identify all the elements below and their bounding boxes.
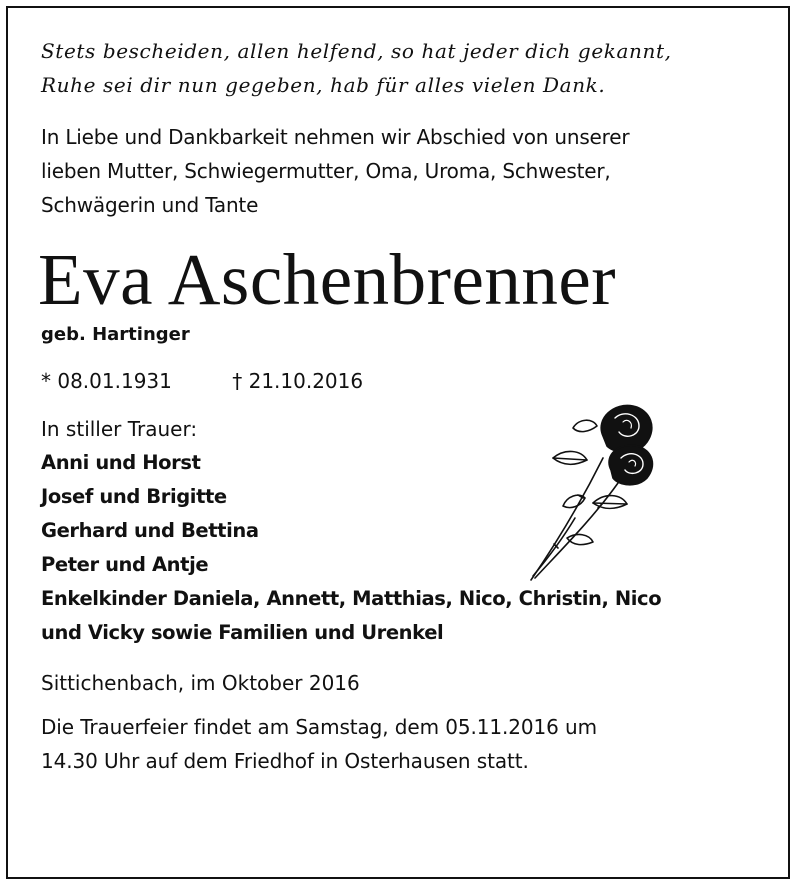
birth-date: * 08.01.1931 <box>41 369 172 393</box>
memorial-verse <box>41 34 768 102</box>
mourner-entry: Peter und Antje <box>41 553 209 576</box>
mourner-entry: Gerhard und Bettina <box>41 519 259 542</box>
mourner-entry: Enkelkinder Daniela, Annett, Matthias, Nico, Christin, Nico <box>41 587 662 610</box>
verse-line-1: Stets bescheiden, allen helfend, so hat jeder dich gekannt, <box>41 39 672 63</box>
intro-line-3: Schwägerin und Tante <box>41 193 259 217</box>
rose-icon <box>523 388 673 588</box>
verse-line-2: Ruhe sei dir nun gegeben, hab für alles vielen Dank. <box>41 73 606 97</box>
mourning-label: In stiller Trauer: <box>41 417 198 441</box>
intro-text <box>41 120 768 222</box>
funeral-line-2: 14.30 Uhr auf dem Friedhof in Osterhausen statt. <box>41 749 529 773</box>
funeral-notice <box>41 710 768 778</box>
intro-line-2: lieben Mutter, Schwiegermutter, Oma, Uroma, Schwester, <box>41 159 611 183</box>
funeral-line-1: Die Trauerfeier findet am Samstag, dem 05.11.2016 um <box>41 715 597 739</box>
intro-line-1: In Liebe und Dankbarkeit nehmen wir Abschied von unserer <box>41 125 630 149</box>
mourner-entry: Anni und Horst <box>41 451 201 474</box>
death-date: † 21.10.2016 <box>232 369 364 393</box>
mourner-entry: Josef und Brigitte <box>41 485 227 508</box>
deceased-name: Eva Aschenbrenner <box>38 239 617 320</box>
obituary-frame <box>6 6 790 879</box>
maiden-name: geb. Hartinger <box>41 324 190 345</box>
place-and-date: Sittichenbach, im Oktober 2016 <box>41 671 360 695</box>
mourner-entry: und Vicky sowie Familien und Urenkel <box>41 621 444 644</box>
